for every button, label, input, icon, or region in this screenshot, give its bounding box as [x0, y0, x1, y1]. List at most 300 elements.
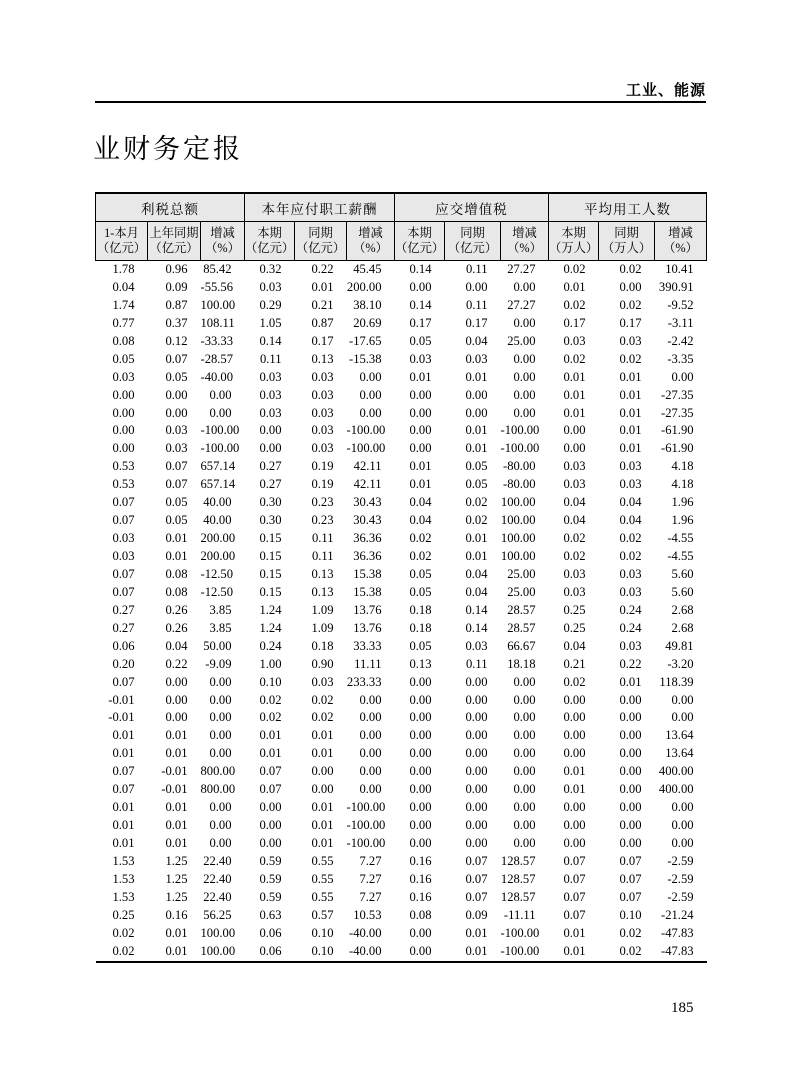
table-row [96, 656, 707, 674]
cell: 0.00 [209, 728, 232, 743]
cell: 0.00 [513, 782, 536, 797]
running-header: 工业、能源 [625, 81, 706, 99]
table-row [96, 405, 707, 423]
cell: 0.07 [465, 889, 488, 904]
cell: -2.59 [667, 889, 694, 904]
cell: 1.53 [112, 853, 135, 868]
cell: 0.01 [311, 279, 334, 294]
cell: 4.18 [671, 459, 694, 474]
cell: 0.00 [513, 315, 536, 330]
cell: -3.35 [667, 351, 694, 366]
table-group-header: 利税总额 [96, 193, 245, 222]
cell: 1.25 [165, 871, 188, 886]
cell: 0.00 [619, 764, 642, 779]
cell: 0.29 [259, 297, 282, 312]
cell: 0.21 [311, 297, 334, 312]
table-row [96, 261, 707, 279]
cell: 7.27 [359, 889, 382, 904]
cell: 0.00 [513, 369, 536, 384]
cell: 0.07 [165, 459, 188, 474]
cell: 0.00 [311, 782, 334, 797]
cell: 0.02 [465, 513, 488, 528]
cell: 0.05 [409, 638, 432, 653]
cell: 0.00 [409, 674, 432, 689]
cell: 0.00 [165, 692, 188, 707]
cell: 0.02 [563, 531, 586, 546]
cell: 0.27 [259, 477, 282, 492]
cell: 0.30 [259, 513, 282, 528]
cell: 36.36 [353, 531, 382, 546]
cell: 0.00 [563, 746, 586, 761]
cell: 45.45 [353, 262, 382, 276]
cell: 0.11 [311, 549, 334, 563]
cell: 0.04 [619, 513, 642, 528]
cell: 40.00 [203, 513, 232, 528]
cell: 0.77 [112, 315, 135, 330]
column-header: 本期 （亿元） [395, 222, 445, 261]
cell: -80.00 [503, 477, 536, 492]
cell: 100.00 [200, 943, 236, 958]
cell: 0.00 [409, 710, 432, 725]
column-header: 同期 （亿元） [445, 222, 501, 261]
cell: 0.01 [563, 387, 586, 402]
cell: 0.00 [619, 836, 642, 850]
cell: 0.19 [311, 477, 334, 492]
group-header-row [96, 193, 707, 222]
cell: 200.00 [200, 531, 236, 546]
cell: 0.05 [465, 477, 488, 492]
cell: 27.27 [507, 297, 536, 312]
cell: -100.00 [500, 943, 540, 958]
cell: 0.16 [165, 907, 188, 922]
cell: 0.09 [465, 907, 488, 922]
cell: 0.00 [465, 728, 488, 743]
cell: 0.21 [563, 656, 586, 671]
cell: 0.03 [259, 405, 282, 420]
cell: -15.38 [349, 351, 382, 366]
cell: 0.00 [259, 441, 282, 456]
cell: 1.24 [259, 620, 282, 635]
cell: 38.10 [353, 297, 382, 312]
cell: -100.00 [346, 836, 386, 850]
cell: 0.23 [311, 513, 334, 528]
cell: 0.07 [465, 853, 488, 868]
table-row [96, 709, 707, 727]
cell: 0.17 [563, 315, 586, 330]
cell: 0.01 [165, 818, 188, 833]
cell: 13.76 [353, 602, 382, 617]
cell: 0.13 [311, 351, 334, 366]
cell: 0.00 [513, 818, 536, 833]
cell: 0.00 [409, 728, 432, 743]
table-row [96, 889, 707, 907]
cell: 0.00 [563, 836, 586, 850]
cell: -21.24 [661, 907, 694, 922]
cell: 1.05 [259, 315, 282, 330]
cell: 2.68 [671, 620, 694, 635]
cell: 0.00 [513, 836, 536, 850]
cell: 0.10 [311, 943, 334, 958]
column-header: 本期 （万人） [549, 222, 599, 261]
cell: 0.00 [513, 279, 536, 294]
cell: 0.00 [209, 674, 232, 689]
column-header-row [96, 222, 707, 261]
cell: 4.18 [671, 477, 694, 492]
cell: 0.05 [165, 513, 188, 528]
cell: 0.00 [465, 710, 488, 725]
table-group-header: 平均用工人数 [549, 193, 707, 222]
cell: 0.00 [619, 710, 642, 725]
cell: 0.17 [465, 315, 488, 330]
cell: 0.01 [112, 836, 135, 850]
cell: 0.02 [563, 674, 586, 689]
cell: 0.00 [165, 405, 188, 420]
cell: 0.03 [563, 333, 586, 348]
cell: 0.00 [359, 387, 382, 402]
cell: 0.05 [465, 459, 488, 474]
cell: -12.50 [200, 584, 234, 599]
cell: 0.02 [409, 549, 432, 563]
table-row [96, 387, 707, 405]
cell: 42.11 [353, 477, 382, 492]
cell: 0.00 [165, 710, 188, 725]
table-row [96, 422, 707, 440]
cell: 0.00 [513, 800, 536, 815]
cell: 0.30 [259, 495, 282, 510]
cell: 0.27 [259, 459, 282, 474]
cell: 0.01 [465, 423, 488, 438]
cell: 0.01 [311, 800, 334, 815]
cell: 0.03 [409, 351, 432, 366]
cell: 0.00 [112, 387, 135, 402]
table-row [96, 584, 707, 602]
cell: 0.11 [465, 656, 488, 671]
cell: 0.03 [165, 423, 188, 438]
table-row [96, 315, 707, 333]
cell: 0.02 [619, 925, 642, 940]
cell: 0.26 [165, 620, 188, 635]
cell: 0.07 [112, 495, 135, 510]
cell: 390.91 [658, 279, 694, 294]
cell: 0.05 [112, 351, 135, 366]
cell: 108.11 [200, 315, 235, 330]
cell: 0.17 [311, 333, 334, 348]
cell: 0.00 [513, 710, 536, 725]
cell: 22.40 [203, 853, 232, 868]
cell: 1.25 [165, 889, 188, 904]
cell: 0.10 [259, 674, 282, 689]
cell: 0.23 [311, 495, 334, 510]
cell: 25.00 [507, 333, 536, 348]
cell: 20.69 [353, 315, 382, 330]
cell: 1.09 [311, 620, 334, 635]
table-row [96, 925, 707, 943]
cell: 28.57 [507, 620, 536, 635]
cell: 0.01 [165, 800, 188, 815]
table-row [96, 943, 707, 962]
table-row [96, 638, 707, 656]
cell: 0.00 [465, 746, 488, 761]
cell: 0.03 [311, 405, 334, 420]
cell: 128.57 [500, 871, 536, 886]
cell: 0.01 [409, 369, 432, 384]
cell: 0.01 [165, 836, 188, 850]
cell: 0.96 [165, 262, 188, 276]
cell: 0.87 [311, 315, 334, 330]
cell: 0.59 [259, 889, 282, 904]
cell: 2.68 [671, 602, 694, 617]
cell: 0.22 [619, 656, 642, 671]
cell: -61.90 [661, 423, 694, 438]
cell: 0.04 [409, 495, 432, 510]
cell: 0.01 [409, 477, 432, 492]
cell: 0.00 [671, 692, 694, 707]
cell: 0.00 [465, 387, 488, 402]
cell: 0.00 [409, 764, 432, 779]
cell: 0.02 [619, 549, 642, 563]
cell: 0.00 [409, 943, 432, 958]
cell: 0.22 [311, 262, 334, 276]
cell: 13.64 [665, 746, 694, 761]
table-row [96, 530, 707, 548]
cell: 657.14 [200, 477, 236, 492]
cell: 25.00 [507, 566, 536, 581]
cell: 0.01 [112, 818, 135, 833]
cell: 0.87 [165, 297, 188, 312]
cell: -2.42 [667, 333, 694, 348]
cell: 0.00 [619, 728, 642, 743]
table-row [96, 727, 707, 745]
cell: 0.02 [409, 531, 432, 546]
page-number: 185 [671, 1000, 694, 1016]
cell: 0.55 [311, 871, 334, 886]
table-header [96, 193, 707, 261]
cell: 0.14 [409, 297, 432, 312]
cell: 0.00 [209, 387, 232, 402]
cell: 0.00 [671, 836, 694, 850]
cell: -47.83 [661, 943, 694, 958]
cell: 0.53 [112, 477, 135, 492]
cell: 7.27 [359, 853, 382, 868]
cell: 0.00 [359, 764, 382, 779]
cell: 800.00 [200, 782, 236, 797]
cell: 0.24 [259, 638, 282, 653]
cell: 0.03 [311, 423, 334, 438]
cell: 0.26 [165, 602, 188, 617]
cell: 7.27 [359, 871, 382, 886]
cell: 0.00 [513, 674, 536, 689]
cell: 100.00 [500, 513, 536, 528]
cell: 0.00 [513, 728, 536, 743]
cell: 0.00 [465, 782, 488, 797]
cell: 0.00 [671, 800, 694, 815]
cell: 0.01 [311, 836, 334, 850]
cell: 0.01 [465, 369, 488, 384]
cell: 0.10 [619, 907, 642, 922]
column-header: 本期 （亿元） [245, 222, 295, 261]
table-body [96, 261, 707, 962]
table-row [96, 781, 707, 799]
cell: 400.00 [658, 764, 694, 779]
cell: 0.03 [165, 441, 188, 456]
cell: 0.01 [112, 746, 135, 761]
cell: 0.01 [563, 764, 586, 779]
column-header: 增减 （%） [655, 222, 707, 261]
cell: 56.25 [203, 907, 232, 922]
cell: 36.36 [353, 549, 382, 563]
cell: 0.03 [112, 531, 135, 546]
table-row [96, 369, 707, 387]
cell: 0.16 [409, 853, 432, 868]
column-header: 1-本月 （亿元） [96, 222, 148, 261]
cell: 1.53 [112, 889, 135, 904]
cell: 0.00 [112, 405, 135, 420]
cell: 0.24 [619, 620, 642, 635]
cell: 0.06 [259, 925, 282, 940]
cell: 27.27 [507, 262, 536, 276]
cell: 0.02 [619, 351, 642, 366]
cell: 0.02 [112, 925, 135, 940]
cell: 0.01 [619, 405, 642, 420]
cell: -61.90 [661, 441, 694, 456]
cell: 0.00 [513, 746, 536, 761]
cell: 0.18 [409, 620, 432, 635]
cell: 0.00 [359, 692, 382, 707]
cell: 0.01 [465, 549, 488, 563]
cell: 0.03 [112, 549, 135, 563]
cell: -0.01 [108, 710, 135, 725]
cell: 0.00 [563, 423, 586, 438]
cell: 0.04 [465, 584, 488, 599]
cell: 0.07 [563, 907, 586, 922]
cell: 0.01 [619, 441, 642, 456]
cell: 0.03 [259, 387, 282, 402]
cell: -0.01 [108, 692, 135, 707]
cell: 0.07 [619, 871, 642, 886]
cell: 0.02 [259, 692, 282, 707]
cell: 1.78 [112, 262, 135, 276]
cell: 13.76 [353, 620, 382, 635]
cell: 0.01 [259, 728, 282, 743]
cell: 0.22 [165, 656, 188, 671]
cell: 0.00 [209, 692, 232, 707]
cell: 0.00 [409, 836, 432, 850]
cell: 0.01 [112, 800, 135, 815]
cell: -33.33 [200, 333, 234, 348]
cell: 0.00 [259, 818, 282, 833]
cell: 0.11 [465, 297, 488, 312]
cell: 85.42 [203, 262, 232, 276]
cell: 0.01 [563, 369, 586, 384]
cell: 0.00 [209, 746, 232, 761]
cell: 0.00 [671, 710, 694, 725]
cell: 0.00 [112, 423, 135, 438]
cell: 0.05 [409, 566, 432, 581]
cell: 3.85 [209, 620, 232, 635]
cell: 0.00 [563, 728, 586, 743]
cell: 0.04 [563, 638, 586, 653]
cell: 0.01 [165, 531, 188, 546]
cell: 0.02 [563, 351, 586, 366]
cell: 0.07 [563, 889, 586, 904]
cell: 13.64 [665, 728, 694, 743]
cell: 1.09 [311, 602, 334, 617]
cell: 0.01 [563, 943, 586, 958]
cell: 0.00 [465, 818, 488, 833]
cell: 0.00 [619, 800, 642, 815]
cell: 0.01 [165, 943, 188, 958]
cell: -2.59 [667, 871, 694, 886]
table-row [96, 692, 707, 710]
table-row [96, 440, 707, 458]
cell: -100.00 [500, 925, 540, 940]
cell: 22.40 [203, 889, 232, 904]
cell: 0.00 [465, 674, 488, 689]
cell: 100.00 [200, 297, 236, 312]
cell: 0.00 [209, 836, 232, 850]
cell: 0.01 [563, 782, 586, 797]
cell: 0.14 [465, 620, 488, 635]
cell: 0.00 [311, 764, 334, 779]
cell: -12.50 [200, 566, 234, 581]
cell: 0.03 [311, 369, 334, 384]
cell: 0.18 [409, 602, 432, 617]
cell: 0.14 [259, 333, 282, 348]
cell: 0.04 [409, 513, 432, 528]
cell: 0.00 [619, 746, 642, 761]
cell: 33.33 [353, 638, 382, 653]
cell: -9.52 [667, 297, 694, 312]
cell: 5.60 [671, 566, 694, 581]
cell: 0.17 [619, 315, 642, 330]
cell: 0.07 [112, 782, 135, 797]
cell: 25.00 [507, 584, 536, 599]
cell: 1.25 [165, 853, 188, 868]
cell: 0.05 [409, 333, 432, 348]
cell: 0.02 [465, 495, 488, 510]
cell: 0.27 [112, 620, 135, 635]
cell: 0.08 [165, 566, 188, 581]
cell: 0.01 [619, 369, 642, 384]
cell: 0.00 [259, 800, 282, 815]
cell: 0.06 [112, 638, 135, 653]
cell: 0.00 [165, 387, 188, 402]
table-row [96, 871, 707, 889]
column-header: 增减 （%） [501, 222, 549, 261]
cell: 66.67 [507, 638, 536, 653]
cell: 0.00 [209, 710, 232, 725]
cell: 0.00 [359, 405, 382, 420]
cell: 0.32 [259, 262, 282, 276]
cell: 0.55 [311, 889, 334, 904]
cell: 0.18 [311, 638, 334, 653]
cell: 0.00 [409, 800, 432, 815]
cell: 0.01 [409, 459, 432, 474]
cell: 0.00 [359, 369, 382, 384]
cell: 0.01 [311, 728, 334, 743]
cell: 0.25 [563, 602, 586, 617]
cell: -4.55 [667, 531, 694, 546]
cell: 0.00 [409, 387, 432, 402]
cell: 0.02 [563, 549, 586, 563]
cell: 0.00 [563, 800, 586, 815]
cell: -40.00 [349, 925, 382, 940]
cell: 49.81 [665, 638, 694, 653]
cell: 0.00 [409, 925, 432, 940]
cell: 0.02 [563, 262, 586, 276]
cell: 0.00 [359, 746, 382, 761]
cell: 0.15 [259, 531, 282, 546]
